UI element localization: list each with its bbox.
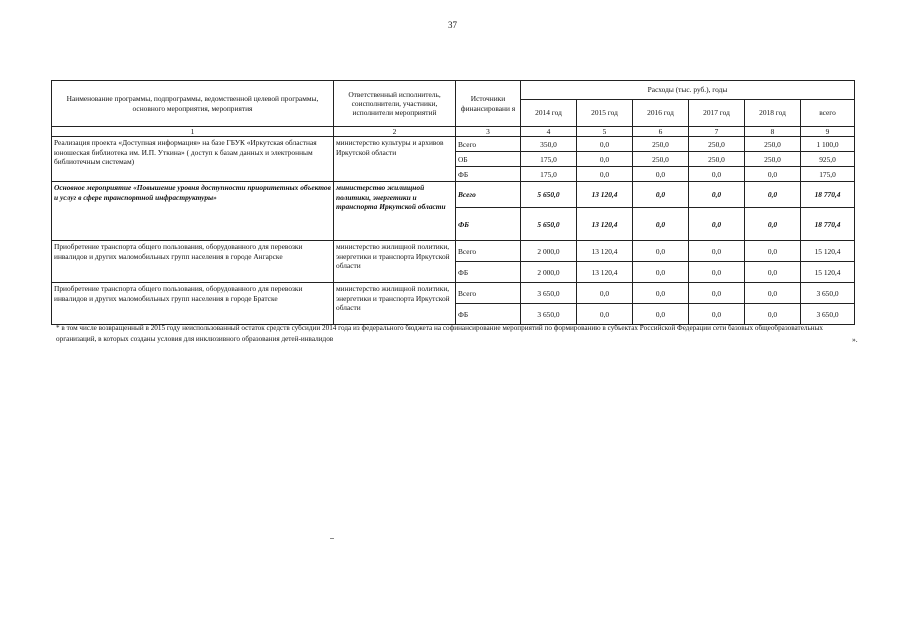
header-year: 2018 год: [745, 100, 801, 127]
year-value: 13 120,4: [577, 262, 633, 283]
year-value: 0,0: [577, 304, 633, 325]
funding-source: ФБ: [456, 262, 521, 283]
year-value: 0,0: [633, 304, 689, 325]
year-value: 0,0: [689, 167, 745, 182]
total-value: 18 770,4: [801, 208, 855, 241]
column-index: 4: [521, 127, 577, 137]
funding-source: ФБ: [456, 304, 521, 325]
year-value: 0,0: [577, 167, 633, 182]
table-row: [52, 241, 855, 262]
year-value: 0,0: [745, 182, 801, 208]
total-value: 1 100,0: [801, 137, 855, 152]
year-value: 0,0: [633, 283, 689, 304]
year-value: 0,0: [745, 262, 801, 283]
column-index: 6: [633, 127, 689, 137]
column-index: 3: [456, 127, 521, 137]
year-value: 5 650,0: [521, 182, 577, 208]
year-value: 0,0: [633, 167, 689, 182]
column-index: 5: [577, 127, 633, 137]
page-number: 37: [448, 20, 457, 30]
year-value: 0,0: [577, 137, 633, 152]
table-row: [52, 137, 855, 152]
year-value: 0,0: [633, 241, 689, 262]
year-value: 3 650,0: [521, 304, 577, 325]
stray-mark: [330, 538, 334, 539]
year-value: 0,0: [577, 152, 633, 167]
activity-name: Основное мероприятие «Повышение уровня доступности приоритетных объектов и услуг в сфере транспортной инфраструктуры»: [52, 182, 334, 241]
year-value: 13 120,4: [577, 208, 633, 241]
header-total: всего: [801, 100, 855, 127]
year-value: 0,0: [745, 241, 801, 262]
column-index: 9: [801, 127, 855, 137]
footnote: * в том числе возвращенный в 2015 году неиспользованный остаток средств субсидии 2014 года из федерального бюджета на софинансирование мероприятий по формированию в субъектах Российской Федерации сети базовых общеобразовательных организаций, в которых созданы условия для инклюзивного образования детей-инвалидов: [56, 324, 824, 343]
closing-quote-mark: ».: [852, 335, 858, 344]
year-value: 175,0: [521, 152, 577, 167]
year-value: 250,0: [633, 137, 689, 152]
header-expenses: Расходы (тыс. руб.), годы: [521, 81, 855, 100]
total-value: 15 120,4: [801, 262, 855, 283]
year-value: 0,0: [633, 182, 689, 208]
year-value: 2 000,0: [521, 262, 577, 283]
executor-name: министерство жилищной политики, энергетики и транспорта Иркутской области: [334, 283, 456, 325]
year-value: 350,0: [521, 137, 577, 152]
header-year: 2017 год: [689, 100, 745, 127]
budget-table: [51, 80, 855, 325]
year-value: 250,0: [689, 152, 745, 167]
year-value: 0,0: [633, 262, 689, 283]
year-value: 250,0: [745, 137, 801, 152]
funding-source: Всего: [456, 283, 521, 304]
year-value: 0,0: [689, 283, 745, 304]
executor-name: министерство жилищной политики, энергетики и транспорта Иркутской области: [334, 241, 456, 283]
column-index: 8: [745, 127, 801, 137]
total-value: 925,0: [801, 152, 855, 167]
year-value: 0,0: [689, 304, 745, 325]
year-value: 0,0: [577, 283, 633, 304]
table-row: [52, 182, 855, 208]
year-value: 0,0: [633, 208, 689, 241]
column-index: 1: [52, 127, 334, 137]
total-value: 3 650,0: [801, 304, 855, 325]
year-value: 0,0: [745, 208, 801, 241]
year-value: 5 650,0: [521, 208, 577, 241]
header-year: 2016 год: [633, 100, 689, 127]
year-value: 250,0: [689, 137, 745, 152]
funding-source: Всего: [456, 182, 521, 208]
year-value: 3 650,0: [521, 283, 577, 304]
year-value: 0,0: [689, 262, 745, 283]
year-value: 0,0: [689, 208, 745, 241]
funding-source: Всего: [456, 137, 521, 152]
year-value: 13 120,4: [577, 241, 633, 262]
year-value: 0,0: [745, 283, 801, 304]
year-value: 13 120,4: [577, 182, 633, 208]
funding-source: Всего: [456, 241, 521, 262]
column-index: 7: [689, 127, 745, 137]
header-name: Наименование программы, подпрограммы, ведомственной целевой программы, основного мероприятия, мероприятия: [52, 81, 334, 127]
header-executor: Ответственный исполнитель, соисполнители, участники, исполнители мероприятий: [334, 81, 456, 127]
year-value: 0,0: [745, 167, 801, 182]
total-value: 175,0: [801, 167, 855, 182]
year-value: 0,0: [689, 241, 745, 262]
total-value: 18 770,4: [801, 182, 855, 208]
executor-name: министерство жилищной политики, энергетики и транспорта Иркутской области: [334, 182, 456, 241]
year-value: 0,0: [689, 182, 745, 208]
column-index: 2: [334, 127, 456, 137]
activity-name: Реализация проекта «Доступная информация» на базе ГБУК «Иркутская областная юношеская библиотека им. И.П. Уткина» ( доступ к базам данных и электронным библиотечным системам): [52, 137, 334, 182]
table-row: [52, 283, 855, 304]
header-year: 2015 год: [577, 100, 633, 127]
executor-name: министерство культуры и архивов Иркутской области: [334, 137, 456, 182]
total-value: 3 650,0: [801, 283, 855, 304]
funding-source: ФБ: [456, 167, 521, 182]
header-year: 2014 год: [521, 100, 577, 127]
activity-name: Приобретение транспорта общего пользования, оборудованного для перевозки инвалидов и других маломобильных групп населения в городе Ангарске: [52, 241, 334, 283]
funding-source: ФБ: [456, 208, 521, 241]
total-value: 15 120,4: [801, 241, 855, 262]
year-value: 2 000,0: [521, 241, 577, 262]
activity-name: Приобретение транспорта общего пользования, оборудованного для перевозки инвалидов и других маломобильных групп населения в городе Братске: [52, 283, 334, 325]
year-value: 0,0: [745, 304, 801, 325]
column-index-row: [52, 127, 855, 137]
year-value: 250,0: [633, 152, 689, 167]
year-value: 175,0: [521, 167, 577, 182]
year-value: 250,0: [745, 152, 801, 167]
funding-source: ОБ: [456, 152, 521, 167]
header-source: Источники финансировани я: [456, 81, 521, 127]
